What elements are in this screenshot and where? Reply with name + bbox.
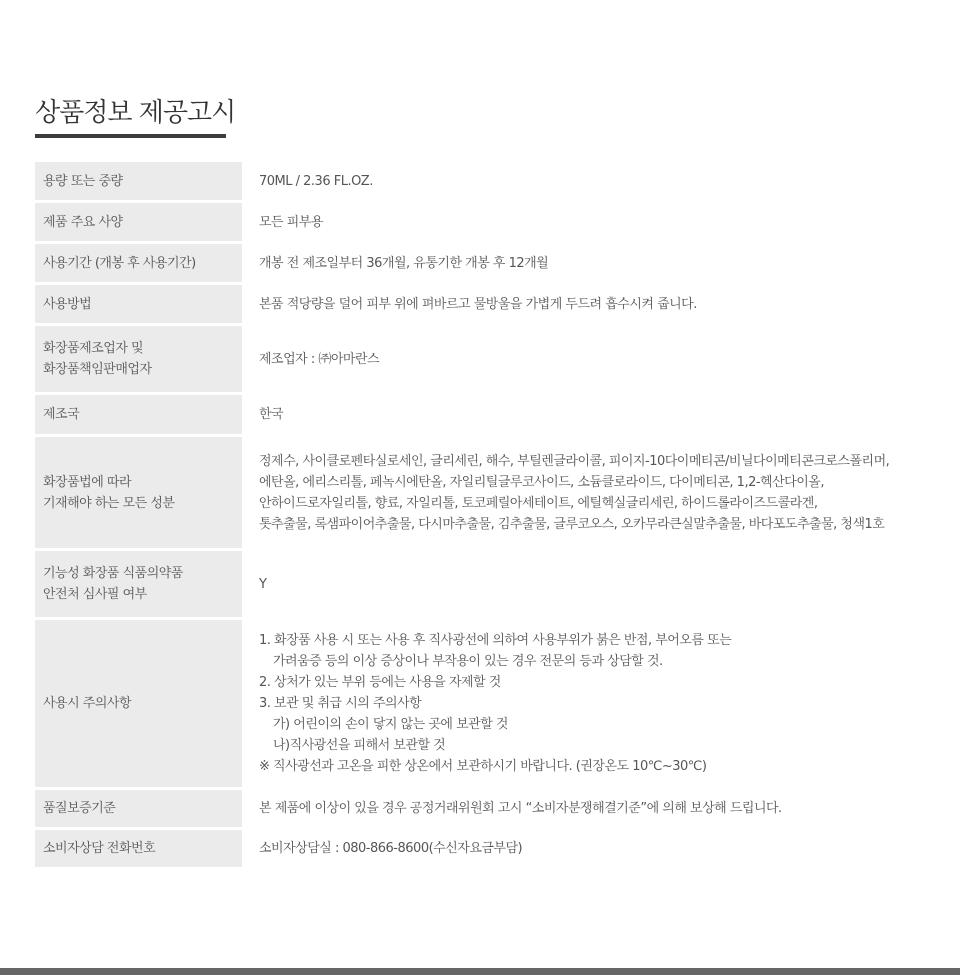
row-label-text: 사용방법: [43, 296, 92, 312]
table-row: [35, 437, 960, 551]
row-label-text: 화장품책임판매업자: [43, 362, 152, 377]
precaution-line: ※ 직사광선과 고온을 피한 상온에서 보관하시기 바랍니다. (권장온도 10℃~30℃): [259, 759, 707, 774]
table-row: [35, 326, 960, 395]
row-value-text: 본품 적당량을 덜어 피부 위에 펴바르고 물방울을 가볍게 두드려 흡수시켜 줍니다.: [259, 296, 697, 312]
product-info-table: [35, 162, 960, 870]
row-label-text: 제조국: [43, 407, 80, 422]
row-value-consumer-phone: [242, 830, 960, 870]
row-label-text: 용량 또는 중량: [43, 173, 123, 189]
title-underline: [35, 134, 226, 138]
row-label-text: 소비자상담 전화번호: [43, 841, 156, 856]
row-value-quality-assurance: [242, 790, 960, 830]
row-label-usage-period: [35, 244, 242, 285]
row-label-main-spec: [35, 203, 242, 244]
row-label-quality-assurance: [35, 790, 242, 830]
row-value-main-spec: [242, 203, 960, 244]
row-label-consumer-phone: [35, 830, 242, 870]
row-label-country: [35, 395, 242, 437]
ingredients-line: 톳추출물, 록샘파이어추출물, 다시마추출물, 김추출물, 글루코오스, 오카무라큰실말추출물, 바다포도추출물, 청색1호: [259, 516, 885, 532]
row-value-text: 개봉 전 제조일부터 36개월, 유통기한 개봉 후 12개월: [259, 255, 549, 271]
table-row: [35, 830, 960, 870]
row-label-capacity: [35, 162, 242, 203]
row-value-capacity: [242, 162, 960, 203]
row-label-manufacturer: [35, 326, 242, 395]
row-label-text: 화장품제조업자 및: [43, 341, 144, 356]
row-value-text: 70ML / 2.36 FL.OZ.: [259, 173, 373, 189]
precaution-line: 1. 화장품 사용 시 또는 사용 후 직사광선에 의하여 사용부위가 붉은 반점, 부어오름 또는: [259, 633, 732, 648]
ingredients-line: 에탄올, 에리스리톨, 페녹시에탄올, 자일리틸글루코사이드, 소듐클로라이드, 다이메티콘, 1,2-헥산다이올,: [259, 474, 824, 490]
table-row: [35, 395, 960, 437]
row-label-how-to-use: [35, 285, 242, 326]
precaution-line: 나)직사광선을 피해서 보관할 것: [273, 738, 446, 753]
row-label-text: 제품 주요 사양: [43, 214, 123, 230]
table-row: [35, 620, 960, 790]
precaution-line: 3. 보관 및 취급 시의 주의사항: [259, 696, 422, 711]
row-value-text: 본 제품에 이상이 있을 경우 공정거래위원회 고시 “소비자분쟁해결기준”에 의해 보상해 드립니다.: [259, 801, 782, 816]
table-row: [35, 162, 960, 203]
bottom-divider: [0, 968, 960, 975]
row-value-usage-period: [242, 244, 960, 285]
row-label-text: 기재해야 하는 모든 성분: [43, 495, 175, 511]
row-label-text: 사용시 주의사항: [43, 696, 132, 711]
page-title: 상품정보 제공고시: [35, 98, 236, 128]
row-value-text: 모든 피부용: [259, 214, 323, 230]
row-value-country: [242, 395, 960, 437]
row-label-text: 품질보증기준: [43, 801, 116, 816]
precaution-line: 가려움증 등의 이상 증상이나 부작용이 있는 경우 전문의 등과 상담할 것.: [273, 654, 663, 669]
row-value-text: 소비자상담실 : 080-866-8600(수신자요금부담): [259, 841, 523, 856]
row-label-functional-review: [35, 551, 242, 620]
row-value-text: Y: [259, 576, 267, 592]
row-value-how-to-use: [242, 285, 960, 326]
row-value-text: 한국: [259, 407, 284, 422]
row-label-ingredients: [35, 437, 242, 551]
row-value-precautions: [242, 620, 960, 790]
precaution-line: 2. 상처가 있는 부위 등에는 사용을 자제할 것: [259, 675, 501, 690]
row-value-text: 제조업자 : ㈜아마란스: [259, 351, 380, 367]
row-label-text: 사용기간 (개봉 후 사용기간): [43, 255, 196, 271]
row-label-text: 기능성 화장품 식품의약품: [43, 566, 183, 581]
table-row: [35, 551, 960, 620]
table-row: [35, 244, 960, 285]
row-label-text: 화장품법에 따라: [43, 474, 132, 490]
row-label-text: 안전처 심사필 여부: [43, 587, 147, 602]
precaution-line: 가) 어린이의 손이 닿지 않는 곳에 보관할 것: [273, 717, 508, 732]
table-row: [35, 285, 960, 326]
table-row: [35, 790, 960, 830]
row-label-precautions: [35, 620, 242, 790]
row-value-functional-review: [242, 551, 960, 620]
ingredients-line: 정제수, 사이클로펜타실로세인, 글리세린, 해수, 부틸렌글라이콜, 피이지-10다이메티콘/비닐다이메티콘크로스폴리머,: [259, 453, 890, 469]
row-value-ingredients: [242, 437, 960, 551]
table-row: [35, 203, 960, 244]
row-value-manufacturer: [242, 326, 960, 395]
ingredients-line: 안하이드로자일리톨, 향료, 자일리톨, 토코페릴아세테이트, 에틸헥실글리세린, 하이드롤라이즈드콜라겐,: [259, 495, 818, 511]
